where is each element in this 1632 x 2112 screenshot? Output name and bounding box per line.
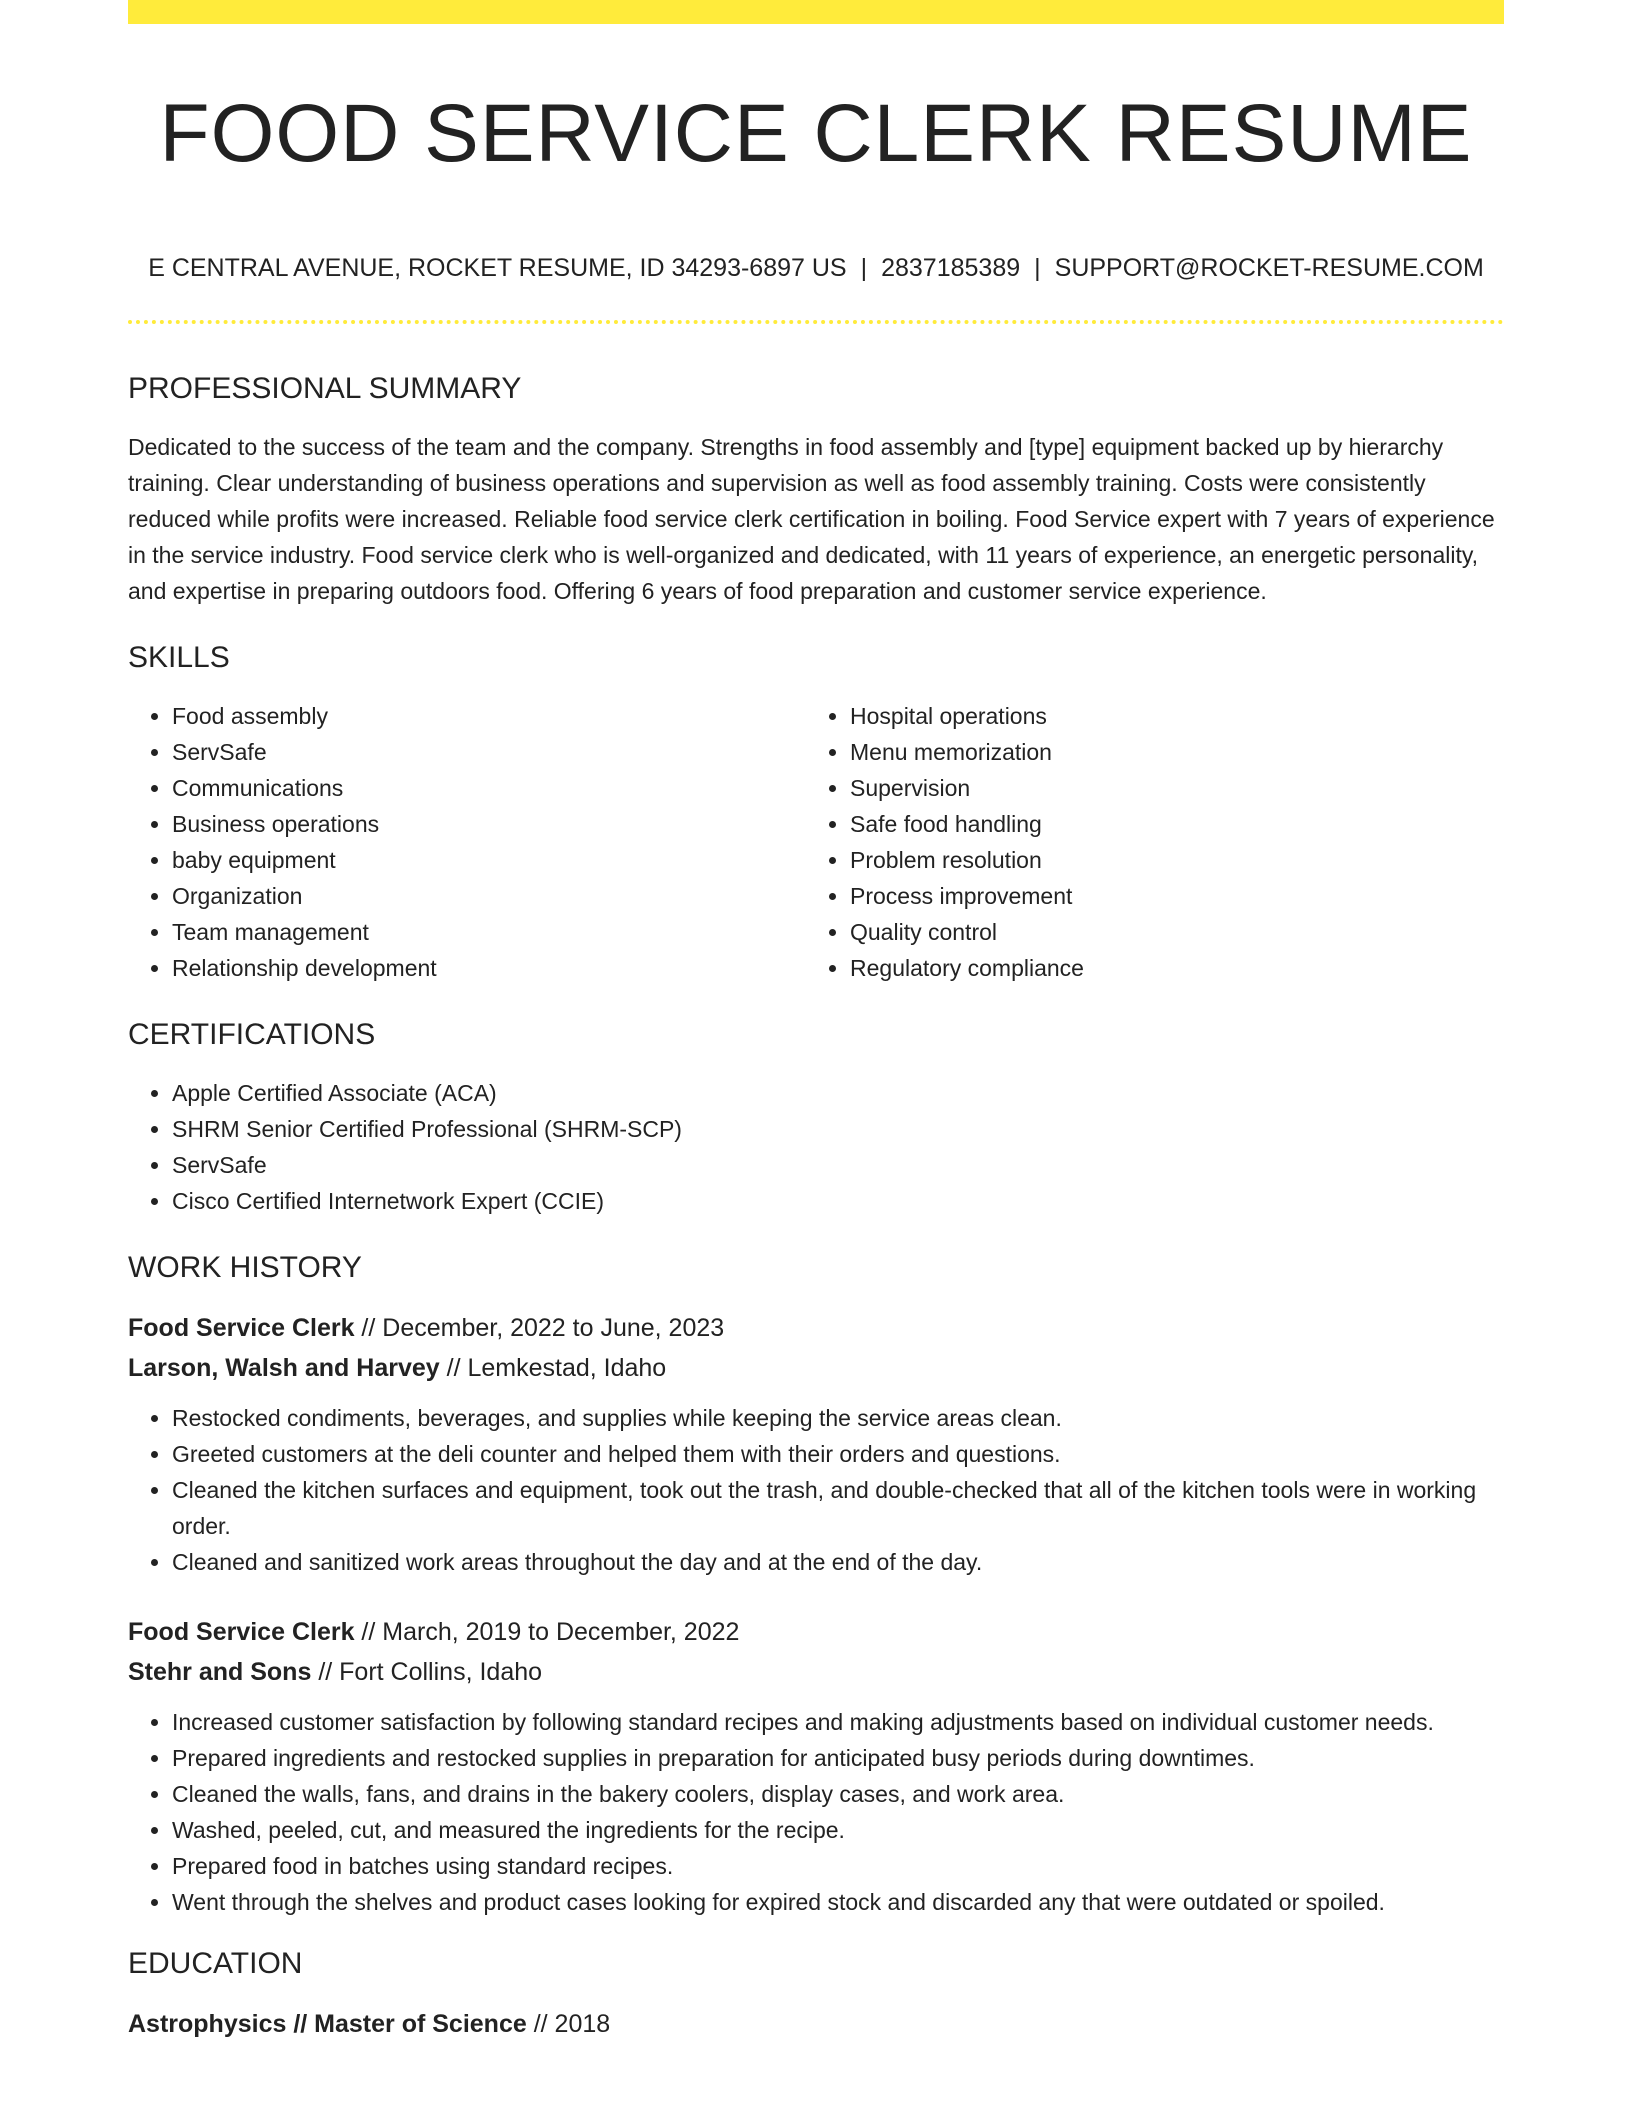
job-duty: • Cleaned the kitchen surfaces and equipment, took out the trash, and double-checked that all of the kitchen tools were in working order.: [172, 1472, 1504, 1544]
summary-heading: PROFESSIONAL SUMMARY: [128, 372, 522, 405]
job-location: // Fort Collins, Idaho: [311, 1658, 543, 1686]
job-entry: [128, 1308, 1504, 1580]
contact-phone[interactable]: 2837185389: [881, 254, 1021, 282]
skill-item: • Quality control: [850, 914, 1484, 950]
job-company: Stehr and Sons: [128, 1658, 312, 1686]
job-company-line: [128, 1652, 1504, 1692]
contact-separator: |: [860, 254, 868, 282]
education-degree: Astrophysics // Master of Science: [128, 2010, 527, 2038]
skills-column-right: [806, 698, 1484, 986]
job-title: Food Service Clerk: [128, 1314, 355, 1342]
contact-email[interactable]: SUPPORT@ROCKET-RESUME.COM: [1054, 254, 1484, 282]
skills-heading: SKILLS: [128, 641, 230, 674]
skill-item: • baby equipment: [172, 842, 806, 878]
job-title-line: [128, 1612, 1504, 1652]
skill-item: • Relationship development: [172, 950, 806, 986]
top-accent-bar: [128, 0, 1504, 24]
skill-item: • Safe food handling: [850, 806, 1484, 842]
job-duties: [128, 1704, 1504, 1920]
job-dates: // December, 2022 to June, 2023: [354, 1314, 725, 1342]
resume-page: [128, 0, 1504, 2044]
contact-line: [128, 252, 1504, 284]
summary-text: Dedicated to the success of the team and the company. Strengths in food assembly and [type] equipment backed up by hierarchy training. Clear understanding of business operations and supervision as well as food assembly training. Costs were consistently reduced while profits were increased. Reliable food service clerk certification in boiling. Food Service expert with 7 years of experience in the service industry. Food service clerk who is well-organized and dedicated, with 11 years of experience, an energetic personality, and expertise in preparing outdoors food. Offering 6 years of food preparation and customer service experience.: [128, 434, 1495, 604]
job-duty: • Prepared ingredients and restocked supplies in preparation for anticipated busy periods during downtimes.: [172, 1740, 1504, 1776]
job-duty: • Washed, peeled, cut, and measured the ingredients for the recipe.: [172, 1812, 1504, 1848]
job-duty: • Prepared food in batches using standard recipes.: [172, 1848, 1504, 1884]
certifications-list: [128, 1075, 1504, 1219]
skill-item: • Supervision: [850, 770, 1484, 806]
certification-item: • Cisco Certified Internetwork Expert (CCIE): [172, 1183, 1504, 1219]
certification-item: • ServSafe: [172, 1147, 1504, 1183]
education-heading: EDUCATION: [128, 1947, 303, 1980]
job-duties: [128, 1400, 1504, 1580]
education-year: // 2018: [526, 2010, 611, 2038]
job-title-line: [128, 1308, 1504, 1348]
resume-title: FOOD SERVICE CLERK RESUME: [159, 88, 1473, 179]
skill-item: • Menu memorization: [850, 734, 1484, 770]
job-entry: [128, 1612, 1504, 1920]
job-company: Larson, Walsh and Harvey: [128, 1354, 440, 1382]
skill-item: • Team management: [172, 914, 806, 950]
certification-item: • SHRM Senior Certified Professional (SHRM-SCP): [172, 1111, 1504, 1147]
job-company-line: [128, 1348, 1504, 1388]
job-duty: • Went through the shelves and product cases looking for expired stock and discarded any that were outdated or spoiled.: [172, 1884, 1504, 1920]
skill-item: • Food assembly: [172, 698, 806, 734]
skills-column-left: [128, 698, 806, 986]
header-divider: [128, 320, 1504, 324]
skill-item: • Business operations: [172, 806, 806, 842]
job-dates: // March, 2019 to December, 2022: [354, 1618, 740, 1646]
job-duty: • Increased customer satisfaction by following standard recipes and making adjustments based on individual customer needs.: [172, 1704, 1504, 1740]
contact-separator: |: [1034, 254, 1041, 282]
skill-item: • Communications: [172, 770, 806, 806]
contact-address: E CENTRAL AVENUE, ROCKET RESUME, ID 34293-6897 US: [148, 254, 847, 282]
job-location: // Lemkestad, Idaho: [439, 1354, 667, 1382]
skills-list: [128, 698, 1504, 986]
skill-item: • Problem resolution: [850, 842, 1484, 878]
skill-item: • Hospital operations: [850, 698, 1484, 734]
job-duty: • Cleaned and sanitized work areas throughout the day and at the end of the day.: [172, 1544, 1504, 1580]
job-duty: • Restocked condiments, beverages, and supplies while keeping the service areas clean.: [172, 1400, 1504, 1436]
skill-item: • Process improvement: [850, 878, 1484, 914]
skill-item: • ServSafe: [172, 734, 806, 770]
education-entry: [128, 2004, 1504, 2044]
job-duty: • Greeted customers at the deli counter and helped them with their orders and questions.: [172, 1436, 1504, 1472]
certification-item: • Apple Certified Associate (ACA): [172, 1075, 1504, 1111]
skill-item: • Organization: [172, 878, 806, 914]
skill-item: • Regulatory compliance: [850, 950, 1484, 986]
job-duty: • Cleaned the walls, fans, and drains in the bakery coolers, display cases, and work area.: [172, 1776, 1504, 1812]
job-title: Food Service Clerk: [128, 1618, 355, 1646]
work-history-heading: WORK HISTORY: [128, 1251, 362, 1284]
certifications-heading: CERTIFICATIONS: [128, 1018, 376, 1051]
